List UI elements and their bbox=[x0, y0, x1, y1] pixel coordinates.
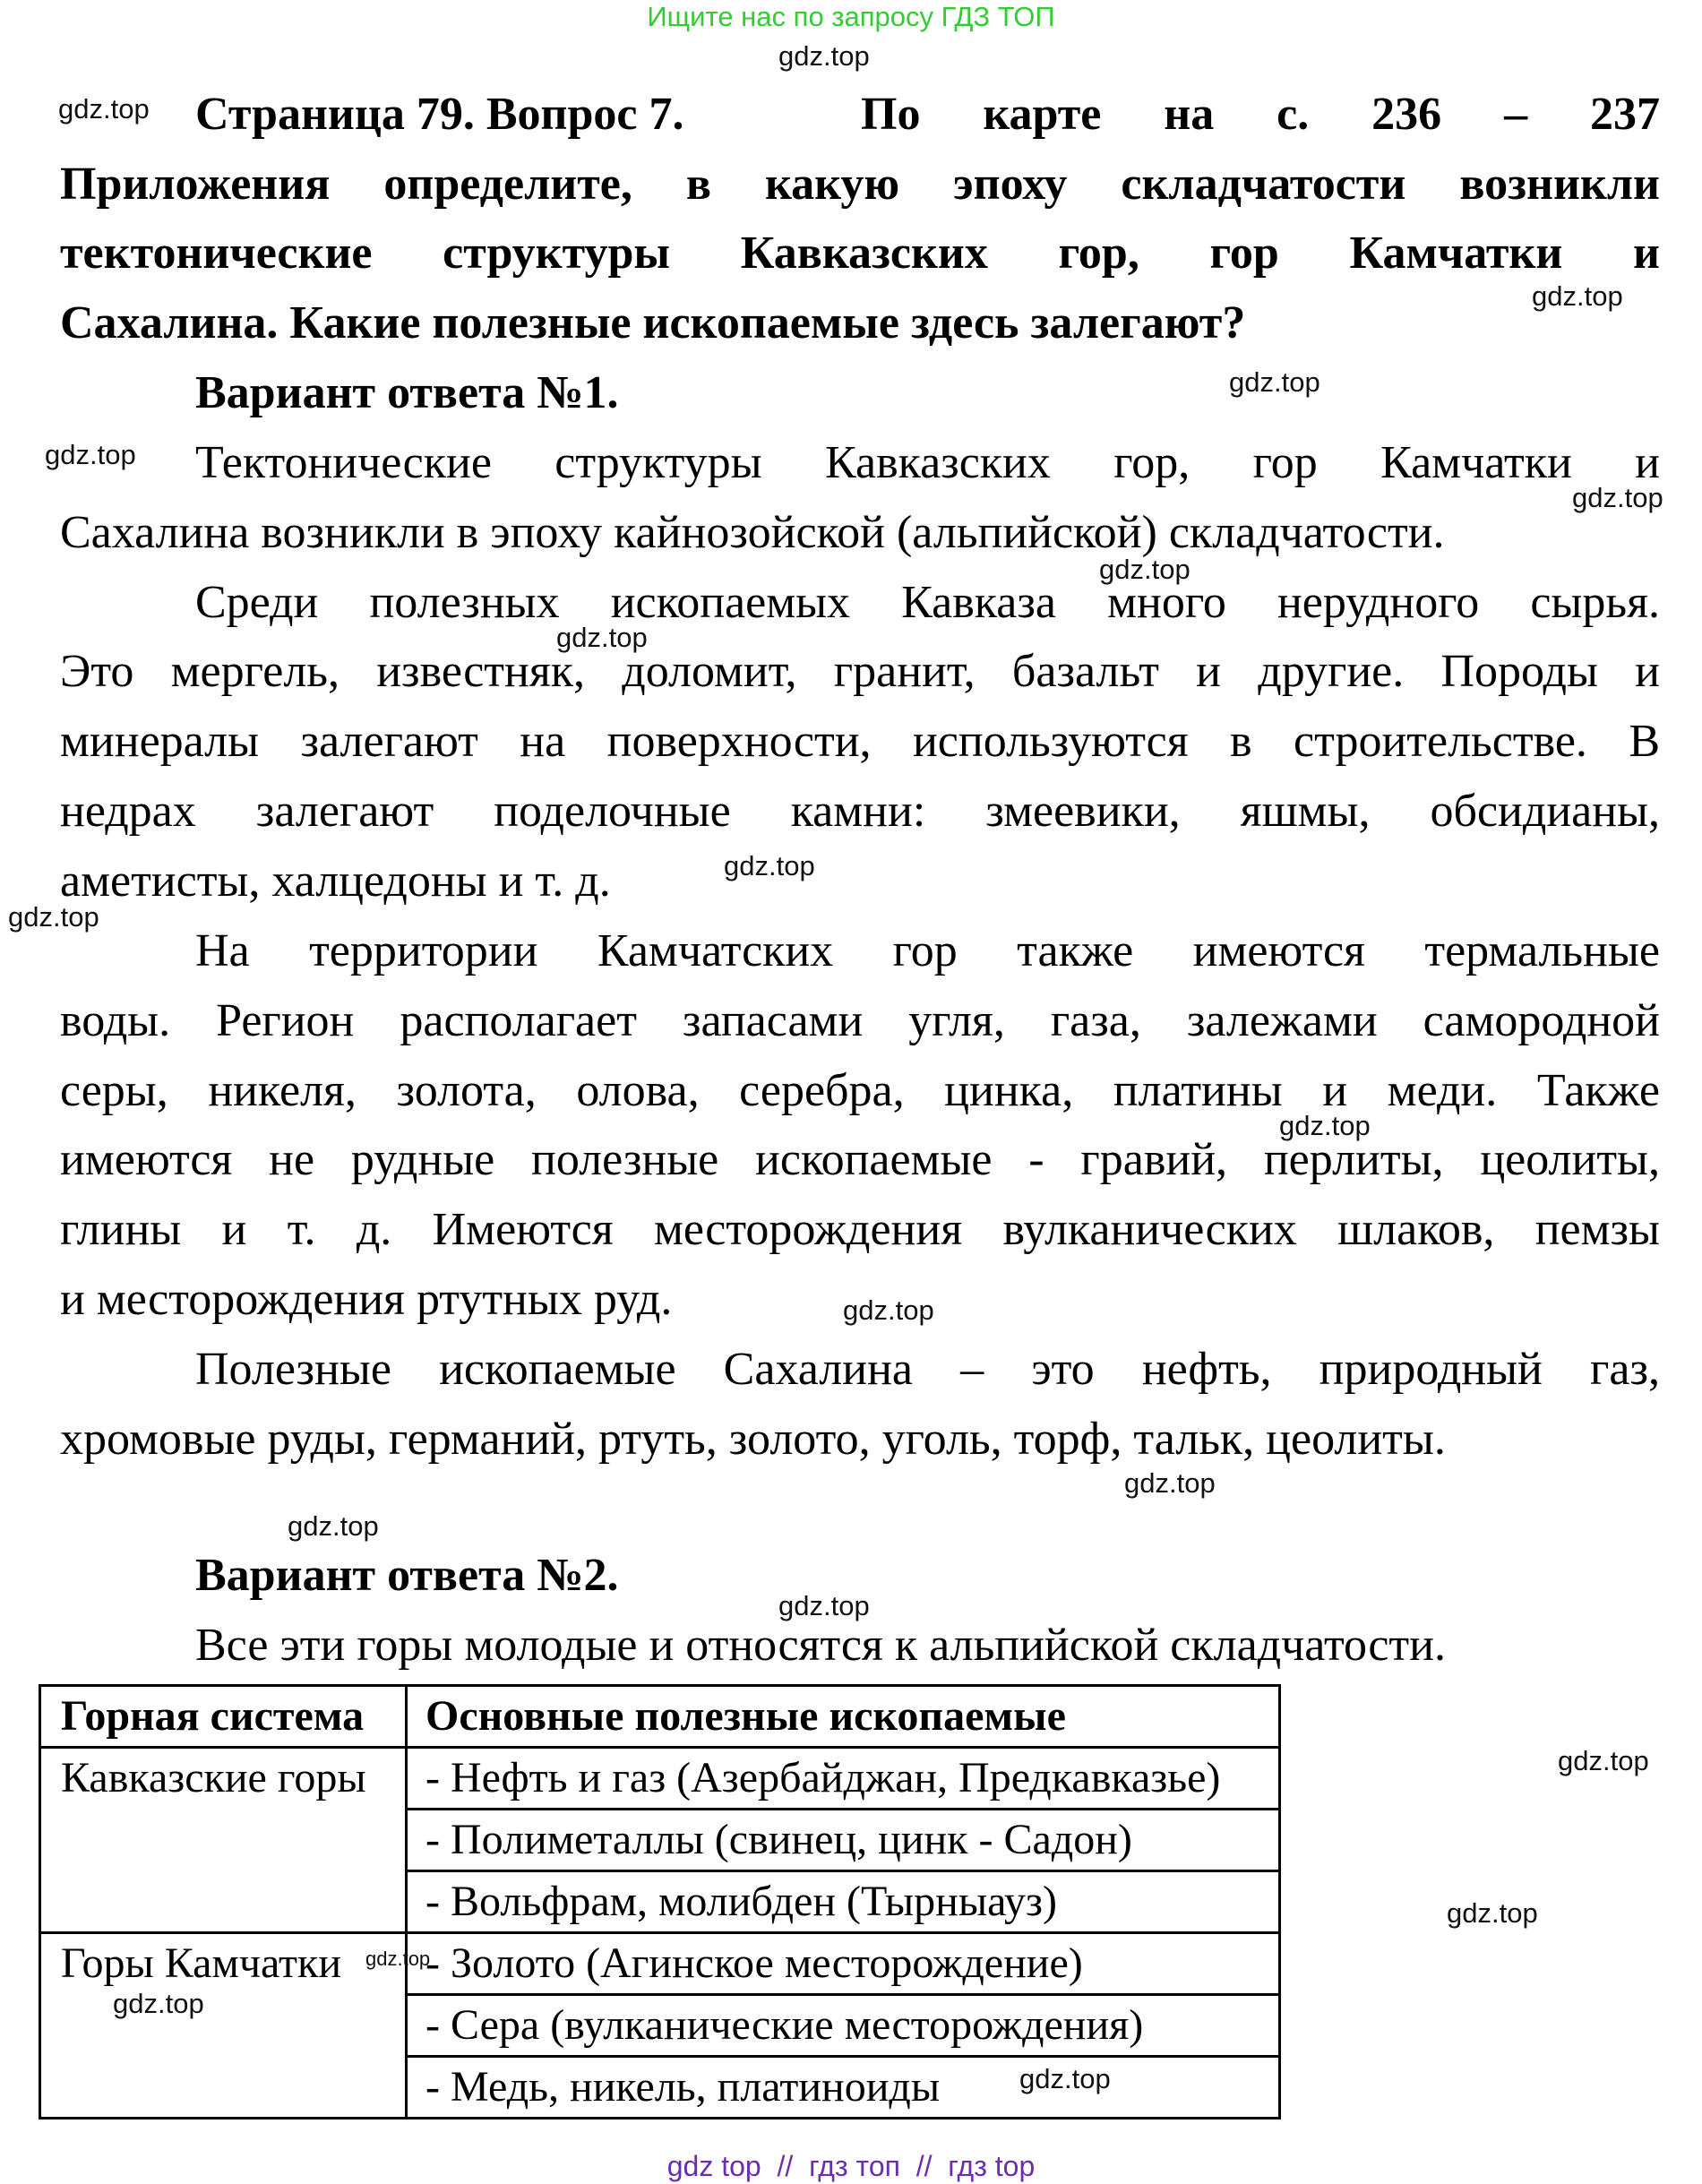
answer-line: хромовые руды, германий, ртуть, золото, уголь, торф, тальк, цеолиты. bbox=[60, 1414, 1446, 1465]
mineral-cell: - Нефть и газ (Азербайджан, Предкавказье) bbox=[407, 1748, 1280, 1810]
watermark: gdz.top bbox=[288, 1510, 379, 1542]
mountain-system-cell: Горы Камчатки bbox=[40, 1933, 407, 2119]
watermark: gdz.top bbox=[8, 901, 99, 933]
minerals-table bbox=[39, 1684, 1281, 2120]
answer-line: серы, никеля, золота, олова, серебра, цинка, платины и меди. Также bbox=[60, 1065, 1660, 1116]
watermark: gdz.top bbox=[778, 1590, 870, 1621]
table-row bbox=[40, 1748, 1280, 1810]
question-text: Приложения определите, в какую эпоху складчатости возникли bbox=[60, 159, 1660, 210]
answer-line: воды. Регион располагает запасами угля, газа, залежами самородной bbox=[60, 995, 1660, 1046]
question-text: Сахалина. Какие полезные ископаемые здесь залегают? bbox=[60, 297, 1246, 348]
watermark: gdz.top bbox=[113, 1988, 204, 2019]
search-banner[interactable]: Ищите нас по запросу ГДЗ ТОП bbox=[647, 1, 1055, 32]
mineral-cell: - Золото (Агинское месторождение) bbox=[407, 1933, 1280, 1995]
variant1-title: Вариант ответа №1. bbox=[195, 367, 619, 418]
watermark: gdz.top bbox=[1558, 1745, 1649, 1776]
answer-line: и месторождения ртутных руд. bbox=[60, 1274, 673, 1325]
footer-links[interactable] bbox=[0, 2148, 1702, 2184]
question-heading: Страница 79. Вопрос 7. bbox=[195, 89, 684, 140]
mineral-cell: - Вольфрам, молибден (Тырныауз) bbox=[407, 1871, 1280, 1933]
watermark: gdz.top bbox=[1572, 482, 1663, 513]
answer-line: Среди полезных ископаемых Кавказа много нерудного сырья. bbox=[195, 577, 1660, 628]
watermark: gdz.top bbox=[1279, 1110, 1371, 1141]
mineral-cell: - Полиметаллы (свинец, цинк - Садон) bbox=[407, 1810, 1280, 1871]
watermark: gdz.top bbox=[1099, 554, 1191, 585]
table-row bbox=[40, 1933, 1280, 1995]
footer-text[interactable]: gdz top // гдз топ // гдз top bbox=[666, 2150, 1036, 2182]
column-header: Горная система bbox=[40, 1686, 407, 1748]
answer-line: глины и т. д. Имеются месторождения вулканических шлаков, пемзы bbox=[60, 1204, 1660, 1255]
mineral-cell: - Сера (вулканические месторождения) bbox=[407, 1995, 1280, 2057]
column-header: Основные полезные ископаемые bbox=[407, 1686, 1280, 1748]
variant2-title: Вариант ответа №2. bbox=[195, 1550, 619, 1601]
answer-line: На территории Камчатских гор также имеются термальные bbox=[195, 925, 1660, 976]
question-text: По карте на с. 236 – 237 bbox=[861, 89, 1660, 140]
watermark: gdz.top bbox=[556, 622, 648, 653]
answer-line: Полезные ископаемые Сахалина – это нефть, природный газ, bbox=[195, 1344, 1660, 1395]
mineral-cell: - Медь, никель, платиноиды bbox=[407, 2057, 1280, 2119]
watermark: gdz.top bbox=[843, 1294, 934, 1326]
watermark: gdz.top bbox=[1019, 2063, 1111, 2094]
watermark: gdz.top bbox=[1124, 1467, 1216, 1499]
watermark: gdz.top bbox=[58, 93, 150, 125]
answer-line: Все эти горы молодые и относятся к альпийской складчатости. bbox=[195, 1620, 1446, 1671]
mountain-system-cell: Кавказские горы bbox=[40, 1748, 407, 1933]
answer-line: недрах залегают поделочные камни: змеевики, яшмы, обсидианы, bbox=[60, 786, 1660, 837]
question-text: тектонические структуры Кавказских гор, гор Камчатки и bbox=[60, 228, 1660, 279]
watermark: gdz.top bbox=[45, 439, 136, 470]
watermark: gdz.top bbox=[1447, 1897, 1538, 1929]
watermark: gdz.top bbox=[1229, 366, 1320, 398]
answer-line: имеются не рудные полезные ископаемые - гравий, перлиты, цеолиты, bbox=[60, 1134, 1660, 1185]
watermark: gdz.top bbox=[778, 40, 870, 72]
answer-line: минералы залегают на поверхности, используются в строительстве. В bbox=[60, 716, 1660, 767]
answer-line: Это мергель, известняк, доломит, гранит, базальт и другие. Породы и bbox=[60, 646, 1660, 697]
watermark: gdz.top bbox=[724, 850, 815, 881]
answer-line: Сахалина возникли в эпоху кайнозойской (альпийской) складчатости. bbox=[60, 507, 1445, 558]
watermark: gdz.top bbox=[365, 1948, 431, 1970]
table-header-row bbox=[40, 1686, 1280, 1748]
answer-line: аметисты, халцедоны и т. д. bbox=[60, 856, 611, 907]
watermark: gdz.top bbox=[1532, 280, 1623, 312]
answer-line: Тектонические структуры Кавказских гор, гор Камчатки и bbox=[195, 437, 1660, 488]
